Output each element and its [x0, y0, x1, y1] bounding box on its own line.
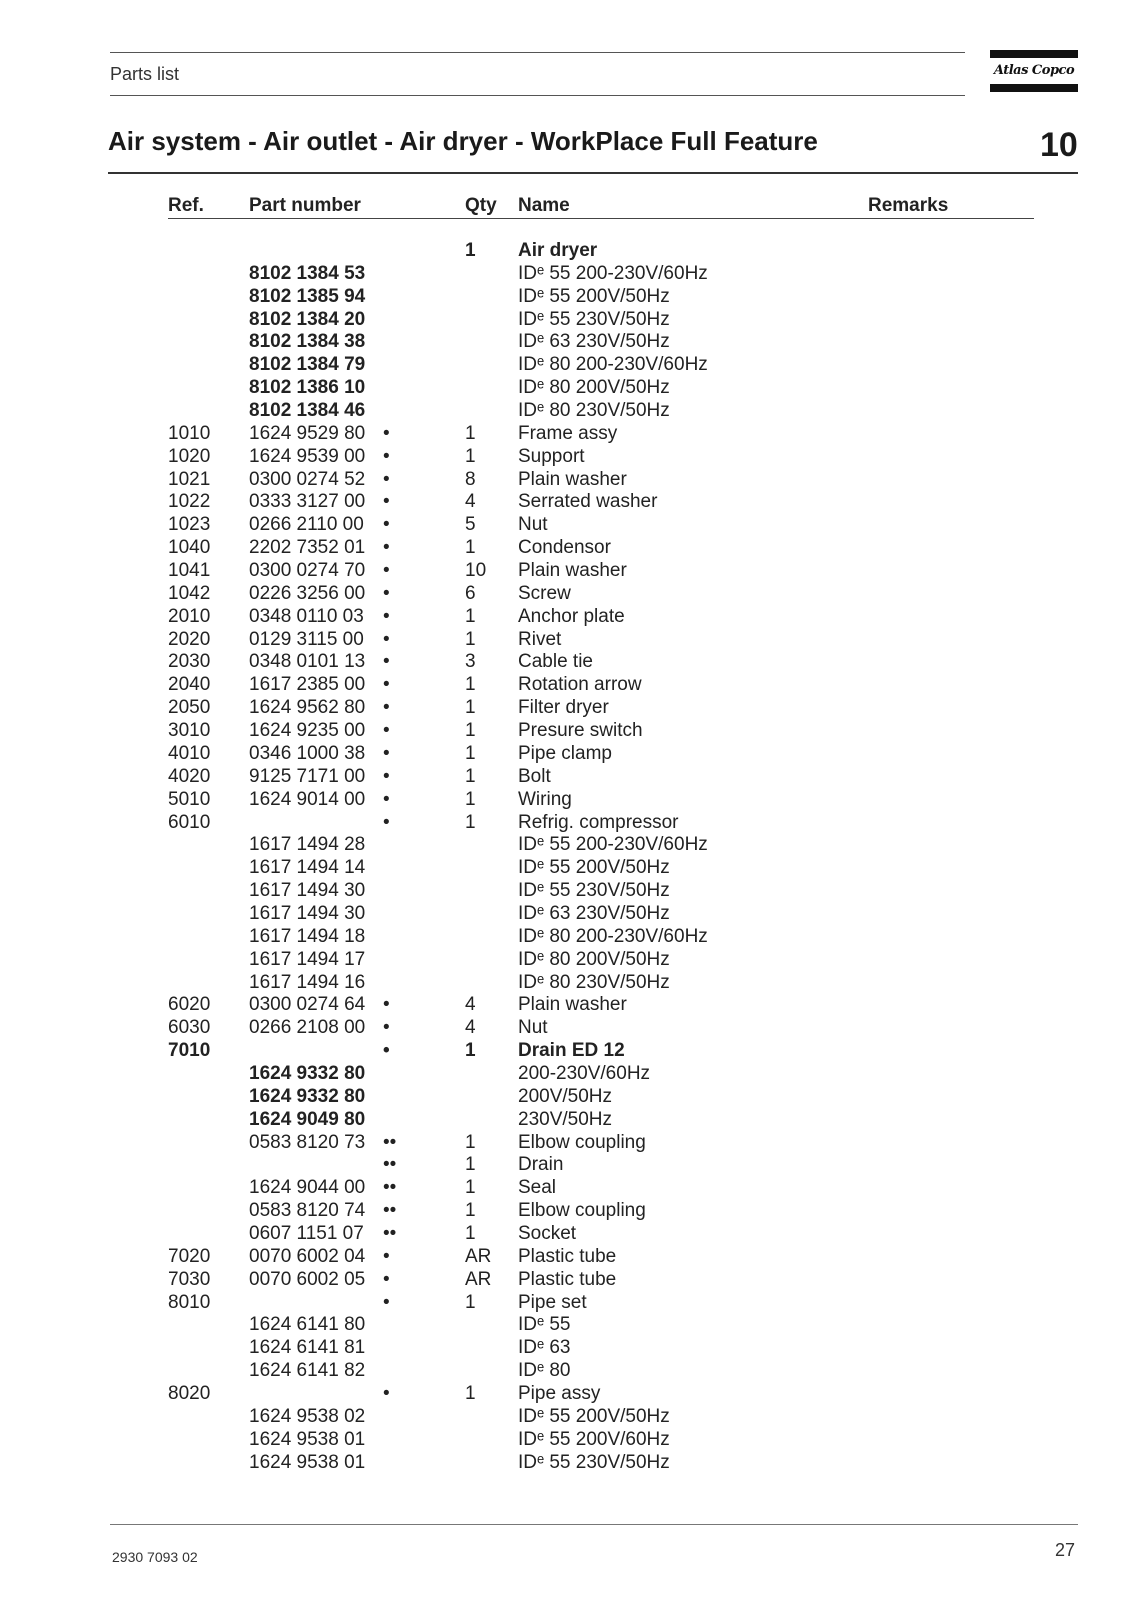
- name-cell: IDᵉ 55 200V/60Hz: [518, 1428, 670, 1450]
- qty-cell: 1: [465, 240, 476, 261]
- qty-cell: 8: [465, 468, 476, 490]
- name-cell: IDᵉ 55 200V/50Hz: [518, 285, 670, 307]
- table-row: [0, 1086, 1131, 1108]
- col-header-part-number: Part number: [249, 195, 361, 216]
- part-number-cell: 8102 1384 46: [249, 400, 366, 422]
- table-row: [0, 972, 1131, 994]
- part-number-cell: 1624 9044 00: [249, 1177, 366, 1199]
- name-cell: IDᵉ 55 200V/50Hz: [518, 1405, 670, 1427]
- name-cell: IDᵉ 55 200V/50Hz: [518, 857, 670, 879]
- level-marker-cell: •: [383, 1245, 390, 1267]
- name-cell: IDᵉ 63: [518, 1337, 571, 1359]
- level-marker-cell: •: [383, 445, 390, 467]
- level-marker-cell: ••: [383, 1222, 397, 1244]
- level-marker-cell: •: [383, 1017, 390, 1039]
- part-number-cell: 0266 2108 00: [249, 1017, 366, 1039]
- part-number-cell: 8102 1384 38: [249, 331, 366, 353]
- name-cell: IDᵉ 80 200V/50Hz: [518, 377, 670, 399]
- ref-cell: 2030: [168, 651, 211, 673]
- qty-cell: 4: [465, 1017, 476, 1039]
- name-cell: Seal: [518, 1177, 557, 1199]
- name-cell: Plain washer: [518, 560, 627, 582]
- logo-bottom-bar: [990, 84, 1078, 92]
- name-cell: IDᵉ 80 200-230V/60Hz: [518, 354, 708, 376]
- ref-cell: 7030: [168, 1268, 211, 1290]
- table-row: [0, 331, 1131, 353]
- level-marker-cell: •: [383, 811, 390, 833]
- part-number-cell: 1624 9539 00: [249, 445, 366, 467]
- table-row: [0, 286, 1131, 308]
- logo-top-bar: [990, 50, 1078, 58]
- qty-cell: 1: [465, 1222, 476, 1244]
- ref-cell: 1042: [168, 582, 211, 604]
- ref-cell: 4010: [168, 742, 211, 764]
- qty-cell: 1: [465, 1383, 476, 1404]
- part-number-cell: 1617 1494 14: [249, 857, 366, 879]
- qty-cell: 3: [465, 651, 476, 673]
- level-marker-cell: •: [383, 537, 390, 559]
- name-cell: Anchor plate: [518, 605, 625, 627]
- header-top-rule: [110, 52, 965, 53]
- name-cell: Presure switch: [518, 720, 643, 742]
- table-row: [0, 354, 1131, 376]
- page-title: Air system - Air outlet - Air dryer - WorkPlace Full Feature: [108, 126, 818, 156]
- qty-cell: 1: [465, 765, 476, 787]
- name-cell: Plastic tube: [518, 1268, 617, 1290]
- name-cell: IDᵉ 63 230V/50Hz: [518, 331, 670, 353]
- qty-cell: 1: [465, 1291, 476, 1313]
- ref-cell: 1023: [168, 514, 211, 536]
- name-cell: Elbow coupling: [518, 1200, 646, 1222]
- ref-cell: 5010: [168, 788, 211, 810]
- qty-cell: 6: [465, 582, 476, 604]
- table-row: [0, 789, 1131, 811]
- table-row: [0, 606, 1131, 628]
- name-cell: IDᵉ 80: [518, 1360, 571, 1382]
- part-number-cell: 8102 1384 20: [249, 308, 366, 330]
- logo-wordmark: Atlas Copco: [993, 63, 1075, 78]
- name-cell: Plain washer: [518, 994, 627, 1016]
- name-cell: IDᵉ 55 230V/50Hz: [518, 880, 670, 902]
- footer-doc-number: 2930 7093 02: [112, 1549, 198, 1565]
- part-number-cell: 9125 7171 00: [249, 765, 366, 787]
- level-marker-cell: •: [383, 651, 390, 673]
- name-cell: Support: [518, 445, 585, 467]
- table-row: [0, 1360, 1131, 1382]
- part-number-cell: 0348 0101 13: [249, 651, 366, 673]
- name-cell: IDᵉ 55 200-230V/60Hz: [518, 834, 708, 856]
- title-rule: [108, 172, 1078, 174]
- table-row: [0, 1154, 1131, 1176]
- table-row: [0, 697, 1131, 719]
- name-cell: IDᵉ 55 200-230V/60Hz: [518, 262, 708, 284]
- col-header-qty: Qty: [465, 195, 497, 216]
- table-row: [0, 1109, 1131, 1131]
- ref-cell: 7010: [168, 1040, 211, 1062]
- table-row: [0, 1063, 1131, 1085]
- table-row: [0, 949, 1131, 971]
- qty-cell: 4: [465, 491, 476, 513]
- table-row: [0, 812, 1131, 834]
- part-number-cell: 8102 1386 10: [249, 377, 366, 399]
- name-cell: Condensor: [518, 537, 611, 559]
- name-cell: Cable tie: [518, 651, 593, 673]
- qty-cell: 4: [465, 994, 476, 1016]
- table-row: [0, 583, 1131, 605]
- ref-cell: 4020: [168, 765, 211, 787]
- table-row: [0, 263, 1131, 285]
- name-cell: 200V/50Hz: [518, 1085, 613, 1107]
- level-marker-cell: •: [383, 1268, 390, 1290]
- name-cell: Elbow coupling: [518, 1131, 646, 1153]
- table-row: [0, 766, 1131, 788]
- table-row: [0, 1337, 1131, 1359]
- ref-cell: 7020: [168, 1245, 211, 1267]
- qty-cell: AR: [465, 1245, 492, 1267]
- level-marker-cell: •: [383, 605, 390, 627]
- part-number-cell: 1617 2385 00: [249, 674, 366, 696]
- table-row: [0, 491, 1131, 513]
- level-marker-cell: •: [383, 514, 390, 536]
- part-number-cell: 0266 2110 00: [249, 514, 364, 536]
- qty-cell: 5: [465, 514, 476, 536]
- table-row: [0, 1177, 1131, 1199]
- name-cell: Pipe set: [518, 1291, 587, 1313]
- name-cell: Frame assy: [518, 422, 618, 444]
- table-row: [0, 1314, 1131, 1336]
- ref-cell: 2020: [168, 628, 211, 650]
- qty-cell: 1: [465, 720, 476, 742]
- part-number-cell: 8102 1384 53: [249, 262, 366, 284]
- part-number-cell: 0070 6002 04: [249, 1245, 366, 1267]
- qty-cell: 1: [465, 742, 476, 764]
- part-number-cell: 2202 7352 01: [249, 537, 366, 559]
- part-number-cell: 1617 1494 28: [249, 834, 366, 856]
- level-marker-cell: •: [383, 994, 390, 1016]
- part-number-cell: 1624 6141 80: [249, 1314, 366, 1336]
- name-cell: Rotation arrow: [518, 674, 642, 696]
- name-cell: IDᵉ 55: [518, 1314, 571, 1336]
- ref-cell: 1041: [168, 560, 211, 582]
- qty-cell: 1: [465, 537, 476, 559]
- level-marker-cell: •: [383, 674, 390, 696]
- part-number-cell: 0348 0110 03: [249, 605, 364, 627]
- ref-cell: 1020: [168, 445, 211, 467]
- qty-cell: 1: [465, 422, 476, 444]
- name-cell: Nut: [518, 514, 548, 536]
- table-row: [0, 240, 1131, 262]
- table-row: [0, 1040, 1131, 1062]
- footer-rule: [110, 1524, 1078, 1525]
- header-bottom-rule: [110, 95, 965, 96]
- ref-cell: 1040: [168, 537, 211, 559]
- part-number-cell: 1624 9562 80: [249, 697, 366, 719]
- ref-cell: 1022: [168, 491, 211, 513]
- col-header-remarks: Remarks: [868, 195, 949, 216]
- col-header-name: Name: [518, 195, 570, 216]
- name-cell: IDᵉ 55 230V/50Hz: [518, 308, 670, 330]
- table-row: [0, 560, 1131, 582]
- table-row: [0, 1429, 1131, 1451]
- part-number-cell: 1624 9049 80: [249, 1108, 366, 1130]
- level-marker-cell: •: [383, 628, 390, 650]
- qty-cell: AR: [465, 1268, 492, 1290]
- ref-cell: 8020: [168, 1383, 211, 1404]
- qty-cell: 1: [465, 1040, 476, 1062]
- name-cell: Plain washer: [518, 468, 627, 490]
- level-marker-cell: •: [383, 491, 390, 513]
- part-number-cell: 1624 9538 01: [249, 1428, 366, 1450]
- qty-cell: 1: [465, 1200, 476, 1222]
- part-number-cell: 0583 8120 74: [249, 1200, 366, 1222]
- part-number-cell: 1624 9538 02: [249, 1405, 366, 1427]
- part-number-cell: 8102 1385 94: [249, 285, 366, 307]
- ref-cell: 6020: [168, 994, 211, 1016]
- name-cell: Socket: [518, 1222, 577, 1244]
- part-number-cell: 1624 9235 00: [249, 720, 366, 742]
- ref-cell: 2040: [168, 674, 211, 696]
- part-number-cell: 1624 9332 80: [249, 1062, 366, 1084]
- table-row: [0, 1200, 1131, 1222]
- qty-cell: 1: [465, 1177, 476, 1199]
- table-row: [0, 1383, 1131, 1405]
- name-cell: Plastic tube: [518, 1245, 617, 1267]
- ref-cell: 3010: [168, 720, 211, 742]
- level-marker-cell: ••: [383, 1154, 397, 1176]
- table-row: [0, 903, 1131, 925]
- name-cell: 200-230V/60Hz: [518, 1062, 651, 1084]
- part-number-cell: 0129 3115 00: [249, 628, 364, 650]
- ref-cell: 1021: [168, 468, 211, 490]
- name-cell: Drain ED 12: [518, 1040, 625, 1062]
- qty-cell: 10: [465, 560, 487, 582]
- table-row: [0, 1246, 1131, 1268]
- part-number-cell: 1617 1494 30: [249, 880, 366, 902]
- qty-cell: 1: [465, 811, 476, 833]
- table-row: [0, 1452, 1131, 1474]
- name-cell: IDᵉ 55 230V/50Hz: [518, 1451, 670, 1473]
- qty-cell: 1: [465, 1154, 476, 1176]
- name-cell: Pipe clamp: [518, 742, 612, 764]
- qty-cell: 1: [465, 788, 476, 810]
- table-row: [0, 469, 1131, 491]
- part-number-cell: 1624 9014 00: [249, 788, 366, 810]
- table-row: [0, 537, 1131, 559]
- table-row: [0, 720, 1131, 742]
- level-marker-cell: •: [383, 582, 390, 604]
- part-number-cell: 1624 9529 80: [249, 422, 366, 444]
- name-cell: IDᵉ 63 230V/50Hz: [518, 902, 670, 924]
- table-row: [0, 400, 1131, 422]
- level-marker-cell: •: [383, 1383, 390, 1404]
- level-marker-cell: •: [383, 468, 390, 490]
- qty-cell: 1: [465, 697, 476, 719]
- name-cell: Refrig. compressor: [518, 811, 679, 833]
- part-number-cell: 8102 1384 79: [249, 354, 366, 376]
- qty-cell: 1: [465, 1131, 476, 1153]
- level-marker-cell: ••: [383, 1131, 397, 1153]
- name-cell: Serrated washer: [518, 491, 658, 513]
- name-cell: IDᵉ 80 200-230V/60Hz: [518, 925, 708, 947]
- ref-cell: 1010: [168, 422, 211, 444]
- level-marker-cell: •: [383, 560, 390, 582]
- table-row: [0, 629, 1131, 651]
- name-cell: Rivet: [518, 628, 562, 650]
- name-cell: Screw: [518, 582, 571, 604]
- name-cell: IDᵉ 80 230V/50Hz: [518, 971, 670, 993]
- part-number-cell: 1624 9538 01: [249, 1451, 366, 1473]
- col-header-ref: Ref.: [168, 195, 204, 216]
- qty-cell: 1: [465, 628, 476, 650]
- table-row: [0, 1223, 1131, 1245]
- atlas-copco-logo: [990, 50, 1078, 94]
- header-section-label: Parts list: [110, 64, 180, 84]
- table-row: [0, 743, 1131, 765]
- table-row: [0, 651, 1131, 673]
- table-row: [0, 377, 1131, 399]
- table-row: [0, 1406, 1131, 1428]
- part-number-cell: 1624 6141 82: [249, 1360, 366, 1382]
- level-marker-cell: •: [383, 765, 390, 787]
- table-row: [0, 423, 1131, 445]
- level-marker-cell: ••: [383, 1177, 397, 1199]
- table-row: [0, 857, 1131, 879]
- table-row: [0, 309, 1131, 331]
- part-number-cell: 1617 1494 30: [249, 902, 366, 924]
- level-marker-cell: •: [383, 697, 390, 719]
- name-cell: IDᵉ 80 230V/50Hz: [518, 400, 670, 422]
- table-row: [0, 880, 1131, 902]
- part-number-cell: 1617 1494 17: [249, 948, 366, 970]
- name-cell: 230V/50Hz: [518, 1108, 613, 1130]
- part-number-cell: 1617 1494 16: [249, 971, 366, 993]
- ref-cell: 6010: [168, 811, 211, 833]
- table-header-rule: [168, 218, 1034, 219]
- level-marker-cell: •: [383, 742, 390, 764]
- table-row: [0, 834, 1131, 856]
- table-row: [0, 1017, 1131, 1039]
- table-row: [0, 1269, 1131, 1291]
- name-cell: Drain: [518, 1154, 564, 1176]
- name-cell: Filter dryer: [518, 697, 609, 719]
- level-marker-cell: ••: [383, 1200, 397, 1222]
- table-row: [0, 994, 1131, 1016]
- part-number-cell: 0300 0274 52: [249, 468, 366, 490]
- name-cell: Wiring: [518, 788, 572, 810]
- part-number-cell: 0070 6002 05: [249, 1268, 366, 1290]
- ref-cell: 6030: [168, 1017, 211, 1039]
- table-row: [0, 674, 1131, 696]
- table-row: [0, 1132, 1131, 1154]
- name-cell: IDᵉ 80 200V/50Hz: [518, 948, 670, 970]
- part-number-cell: 1624 6141 81: [249, 1337, 366, 1359]
- table-row: [0, 446, 1131, 468]
- name-cell: Pipe assy: [518, 1383, 601, 1404]
- qty-cell: 1: [465, 445, 476, 467]
- part-number-cell: 0333 3127 00: [249, 491, 366, 513]
- name-cell: Nut: [518, 1017, 548, 1039]
- level-marker-cell: •: [383, 720, 390, 742]
- ref-cell: 2010: [168, 605, 211, 627]
- section-number: 10: [1040, 126, 1078, 164]
- part-number-cell: 0346 1000 38: [249, 742, 366, 764]
- part-number-cell: 0583 8120 73: [249, 1131, 366, 1153]
- name-cell: Bolt: [518, 765, 551, 787]
- level-marker-cell: •: [383, 1291, 390, 1313]
- ref-cell: 2050: [168, 697, 211, 719]
- name-cell: Air dryer: [518, 240, 598, 261]
- ref-cell: 8010: [168, 1291, 211, 1313]
- part-number-cell: 1617 1494 18: [249, 925, 366, 947]
- table-row: [0, 514, 1131, 536]
- part-number-cell: 0300 0274 70: [249, 560, 366, 582]
- part-number-cell: 0226 3256 00: [249, 582, 366, 604]
- level-marker-cell: •: [383, 788, 390, 810]
- part-number-cell: 0607 1151 07: [249, 1222, 364, 1244]
- part-number-cell: 1624 9332 80: [249, 1085, 366, 1107]
- part-number-cell: 0300 0274 64: [249, 994, 366, 1016]
- level-marker-cell: •: [383, 422, 390, 444]
- qty-cell: 1: [465, 605, 476, 627]
- level-marker-cell: •: [383, 1040, 390, 1062]
- table-row: [0, 1292, 1131, 1314]
- qty-cell: 1: [465, 674, 476, 696]
- footer-page-number: 27: [1055, 1540, 1076, 1560]
- table-row: [0, 926, 1131, 948]
